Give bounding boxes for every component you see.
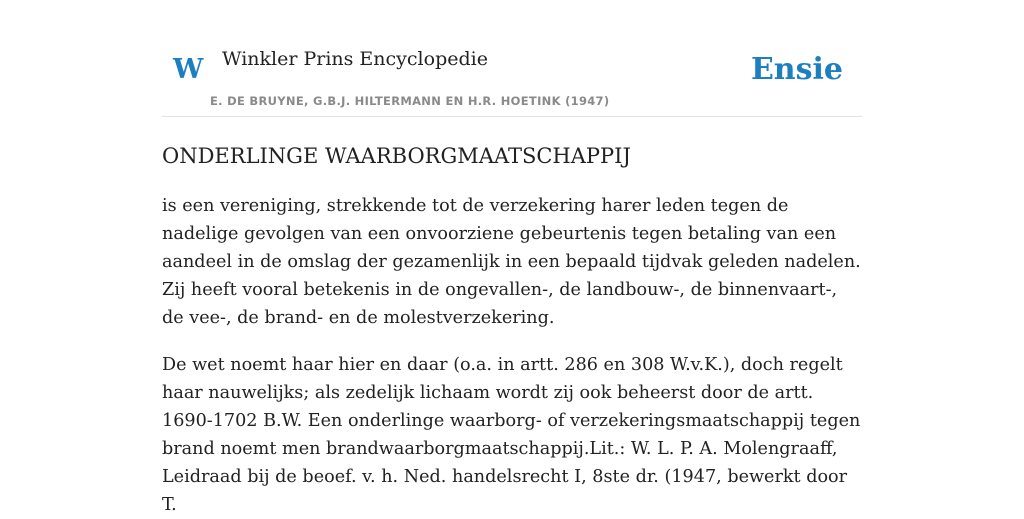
article-title: ONDERLINGE WAARBORGMAATSCHAPPIJ xyxy=(162,144,631,168)
site-logo[interactable]: Ensie xyxy=(750,52,843,87)
article-paragraph: De wet noemt haar hier en daar (o.a. in artt. 286 en 308 W.v.K.), doch regelt haar nauwelijks; als zedelijk lichaam wordt zij ook beheerst door de artt. 1690-1702 B.W. Een onderlinge waarborg- of verzekeringsmaatschappij tegen brand noemt men brandwaarborgmaatschappij.Lit.: W. L. P. A. Molengraaff, Leidraad bij de beoef. v. h. Ned. handelsrecht I, 8ste dr. (1947, bewerkt door T. xyxy=(162,355,861,515)
publication-logo[interactable]: W xyxy=(173,54,204,85)
article-page xyxy=(162,0,862,515)
publication-authors: E. DE BRUYNE, G.B.J. HILTERMANN EN H.R. HOETINK (1947) xyxy=(210,94,610,108)
site-header xyxy=(162,0,862,117)
publication-title[interactable]: Winkler Prins Encyclopedie xyxy=(222,48,488,70)
article-paragraph: is een vereniging, strekkende tot de verzekering harer leden tegen de nadelige gevolgen van een onvoorziene gebeurtenis tegen betaling van een aandeel in de omslag der gezamenlijk in een bepaald tijdvak geleden nadelen. Zij heeft vooral betekenis in de ongevallen-, de landbouw-, de binnenvaart-, de vee-, de brand- en de molestverzekering. xyxy=(162,196,861,328)
